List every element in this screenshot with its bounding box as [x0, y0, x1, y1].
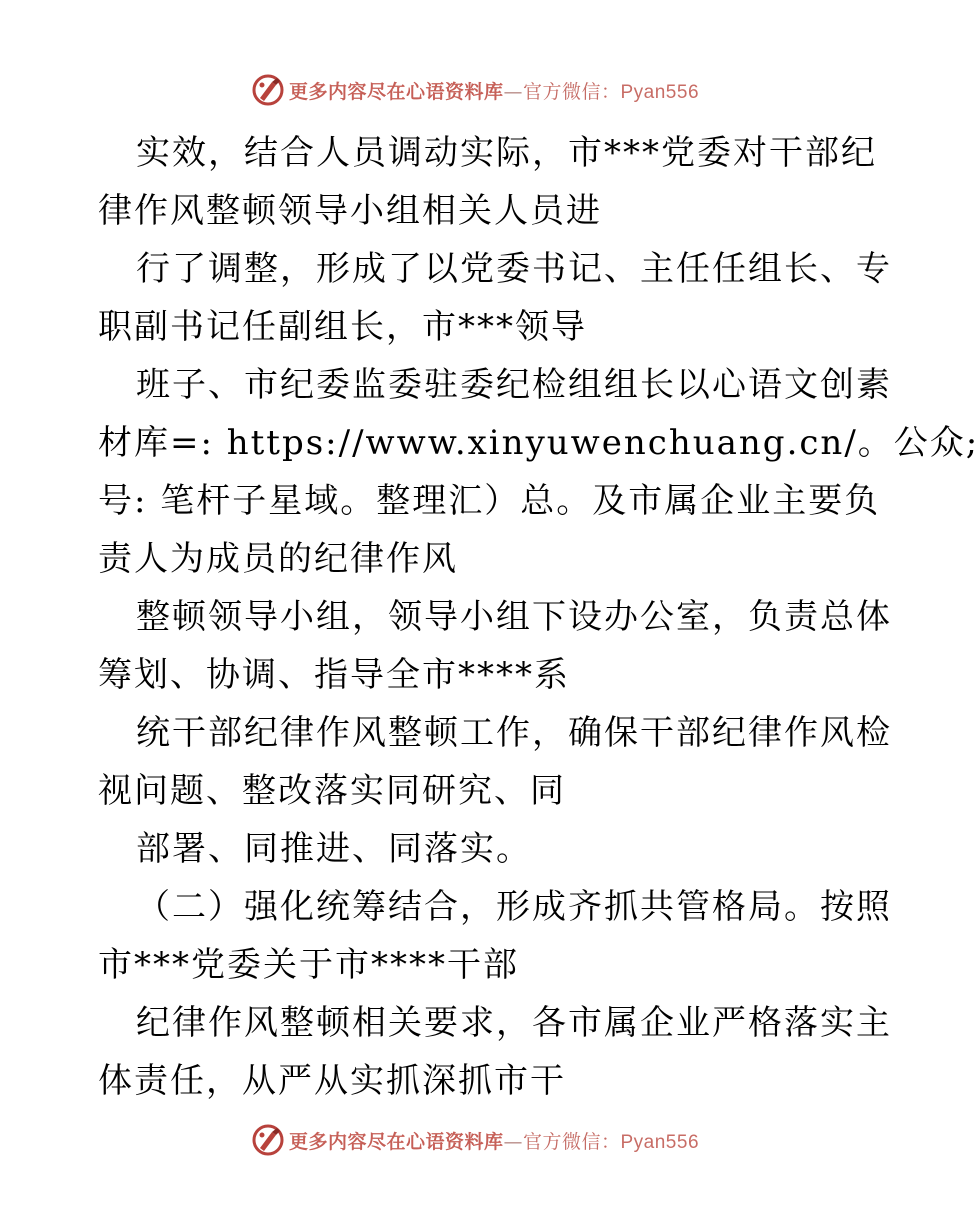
footer-banner-wechat-label: 官方微信： — [522, 1130, 621, 1153]
footer-banner-main: 更多内容尽在心语资料库 — [288, 1130, 504, 1153]
footer-banner-wechat-id: Pyan556 — [620, 1131, 700, 1153]
body-line: 实效，结合人员调动实际，市***党委对干部纪 — [136, 133, 877, 173]
body-line: 整顿领导小组，领导小组下设办公室，负责总体 — [136, 597, 892, 637]
header-banner-wechat-label: 官方微信： — [522, 80, 621, 103]
header-banner-main: 更多内容尽在心语资料库 — [288, 80, 504, 103]
body-line: 行了调整，形成了以党委书记、主任任组长、专 — [136, 249, 892, 289]
document-body — [98, 124, 979, 1110]
body-line: 市***党委关于市****干部 — [98, 945, 519, 985]
footer-banner-separator: — — [503, 1130, 523, 1153]
body-line: 部署、同推进、同落实。 — [136, 829, 532, 869]
body-line: 统干部纪律作风整顿工作，确保干部纪律作风检 — [136, 713, 892, 753]
body-line: 律作风整顿领导小组相关人员进 — [98, 191, 602, 231]
body-line: 班子、市纪委监委驻委纪检组组长以心语文创素 — [136, 365, 892, 405]
body-line: 筹划、协调、指导全市****系 — [98, 655, 570, 695]
header-banner-separator: — — [503, 80, 523, 103]
body-line: 号: 笔杆子星域。整理汇）总。及市属企业主要负 — [98, 481, 881, 521]
body-line: 纪律作风整顿相关要求，各市属企业严格落实主 — [136, 1003, 892, 1043]
header-banner — [0, 70, 950, 110]
header-banner-text — [289, 77, 699, 104]
body-line: 责人为成员的纪律作风 — [98, 539, 458, 579]
body-line: 体责任，从严从实抓深抓市干 — [98, 1061, 566, 1101]
footer-banner — [0, 1120, 950, 1160]
body-line: 视问题、整改落实同研究、同 — [98, 771, 566, 811]
body-line: 材库=: https://www.xinyuwenchuang.cn/。公众; — [98, 423, 979, 463]
footer-banner-text — [289, 1127, 699, 1154]
body-line: （二）强化统筹结合，形成齐抓共管格局。按照 — [136, 887, 892, 927]
brand-logo-icon — [251, 1123, 285, 1157]
brand-logo-icon — [251, 73, 285, 107]
body-line: 职副书记任副组长，市***领导 — [98, 307, 587, 347]
header-banner-wechat-id: Pyan556 — [620, 81, 700, 103]
